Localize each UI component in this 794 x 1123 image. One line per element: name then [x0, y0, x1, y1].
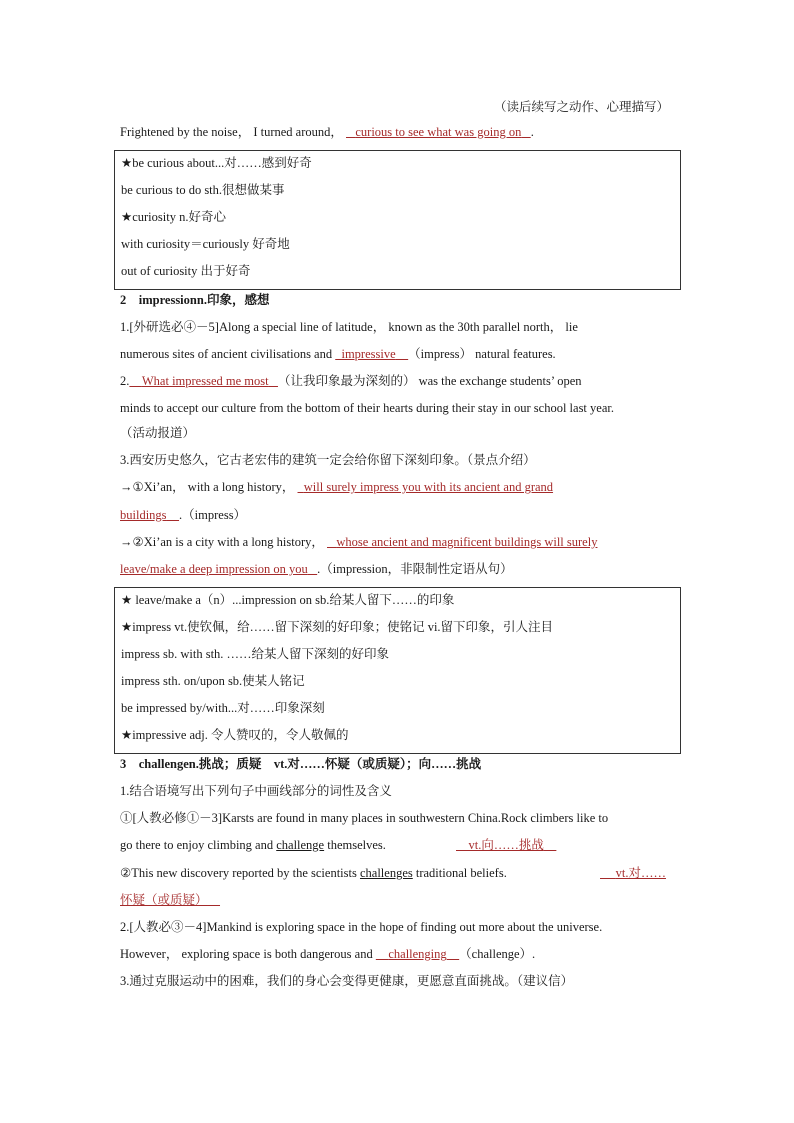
- box1-line: out of curiosity 出于好奇: [121, 264, 251, 278]
- s2-r2-line1: [120, 533, 597, 551]
- s3-q2-line1: 2.[人教必③－4]Mankind is exploring space in the hope of finding out more about the universe.: [120, 920, 603, 934]
- s2-q2-pre: 2.: [120, 374, 130, 388]
- s2-q2-line2: minds to accept our culture from the bottom of their hearts during their stay in our school last year.: [120, 401, 614, 415]
- s2-q2-line1: [120, 372, 582, 390]
- s3-a1-line2: [120, 836, 386, 854]
- note-box-curious: [114, 150, 681, 290]
- box2-line: ★impress vt.使钦佩，给……留下深刻的好印象；使铭记 vi.留下印象，引人注目: [121, 620, 554, 634]
- s3-a1-pre: go there to enjoy climbing and: [120, 838, 274, 852]
- s2-r2-answer: whose ancient and magnificent buildings will surely: [336, 535, 598, 549]
- box1-line: with curiosity＝curiously 好奇地: [121, 237, 290, 251]
- s3-a2-answer-part2: 怀疑（或质疑）: [120, 893, 208, 907]
- s3-a2-answer-part1: vt.对……: [615, 866, 666, 880]
- s3-a2-post: traditional beliefs.: [415, 866, 507, 880]
- header-note: （读后续写之动作、心理描写）: [493, 100, 669, 114]
- s2-r1b-post: .（impress）: [179, 508, 247, 522]
- intro-end: .: [530, 125, 534, 139]
- s2-r2b-post: .（impression，非限制性定语从句）: [317, 562, 513, 576]
- s2-q2-line3: （活动报道）: [120, 426, 196, 440]
- s2-q2-post: （让我印象最为深刻的） was the exchange students’ open: [277, 374, 582, 388]
- s2-r1-pre: →①Xi’an， with a long history，: [120, 480, 295, 494]
- intro-sentence: [120, 123, 534, 141]
- box2-line: impress sb. with sth. ……给某人留下深刻的好印象: [121, 647, 390, 661]
- s2-r2-pre: →②Xi’an is a city with a long history，: [120, 535, 324, 549]
- section-2-heading: 2 impressionn.印象，感想: [120, 293, 270, 307]
- s3-a2-underlined-word: challenges: [359, 866, 413, 880]
- s3-a1-line1: ①[人教必修①－3]Karsts are found in many places in southwestern China.Rock climbers like to: [120, 811, 609, 825]
- intro-text: Frightened by the noise， I turned around，: [120, 125, 343, 139]
- s3-q2-post: （challenge）.: [459, 947, 536, 961]
- box1-line: ★curiosity n.好奇心: [121, 210, 226, 224]
- intro-answer: curious to see what was going on: [355, 125, 522, 139]
- s2-q1-post: （impress） natural features.: [408, 347, 556, 361]
- note-box-impression: [114, 587, 681, 754]
- box2-line: ★ leave/make a（n）...impression on sb.给某人留下……的印象: [121, 593, 455, 607]
- s3-a1-answer: vt.向……挑战: [468, 838, 544, 852]
- s2-r2b-answer: leave/make a deep impression on you: [120, 562, 308, 576]
- box2-line: be impressed by/with...对……印象深刻: [121, 701, 325, 715]
- s2-q3: 3.西安历史悠久，它古老宏伟的建筑一定会给你留下深刻印象。（景点介绍）: [120, 453, 536, 467]
- s2-q1-pre: numerous sites of ancient civilisations and: [120, 347, 333, 361]
- s2-r1-line1: [120, 478, 553, 496]
- s3-q2-pre: However， exploring space is both dangerous and: [120, 947, 373, 961]
- s3-q2-line2: [120, 945, 535, 963]
- s3-q2-answer: challenging: [388, 947, 447, 961]
- box2-line: ★impressive adj. 令人赞叹的，令人敬佩的: [121, 728, 349, 742]
- s3-a1-underlined-word: challenge: [276, 838, 325, 852]
- s3-q1: 1.结合语境写出下列句子中画线部分的词性及含义: [120, 784, 392, 798]
- s2-r2-line2: [120, 560, 513, 578]
- s3-a2-line1: [120, 864, 507, 882]
- s3-a1-post: themselves.: [327, 838, 386, 852]
- s2-q1-line1: 1.[外研选必④－5]Along a special line of latitude， known as the 30th parallel north， lie: [120, 320, 578, 334]
- s2-q1-answer: impressive: [341, 347, 396, 361]
- box1-line: ★be curious about...对……感到好奇: [121, 156, 312, 170]
- section-3-heading: 3 challengen.挑战；质疑 vt.对……怀疑（或质疑）；向……挑战: [120, 757, 482, 771]
- s2-r1-answer: will surely impress you with its ancient and grand: [303, 480, 554, 494]
- s3-q3: 3.通过克服运动中的困难，我们的身心会变得更健康，更愿意直面挑战。（建议信）: [120, 974, 574, 988]
- s2-r1b-answer: buildings: [120, 508, 167, 522]
- s3-a2-pre: ②This new discovery reported by the scientists: [120, 866, 357, 880]
- s2-q1-line2: [120, 345, 556, 363]
- s2-r1-line2: [120, 506, 246, 524]
- box2-line: impress sth. on/upon sb.使某人铭记: [121, 674, 305, 688]
- box1-line: be curious to do sth.很想做某事: [121, 183, 285, 197]
- s2-q2-answer: What impressed me most: [141, 374, 269, 388]
